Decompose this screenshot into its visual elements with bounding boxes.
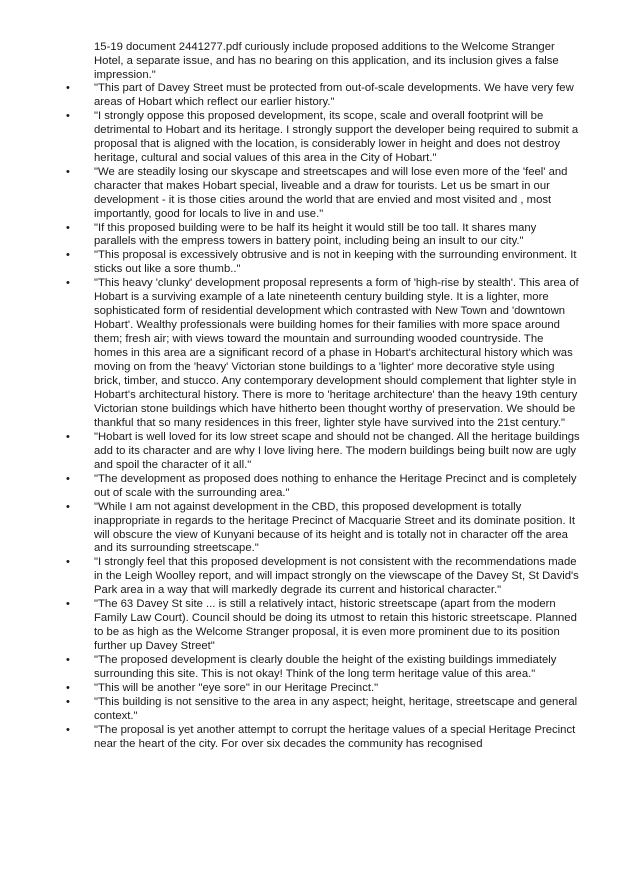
comment-text: "This building is not sensitive to the area in any aspect; height, heritage, streetscape and general context."	[94, 695, 578, 722]
bullet-icon: •	[66, 472, 70, 485]
comment-text: "We are steadily losing our skyscape and streetscapes and will lose even more of the 'feel' and character that makes Hobart special, liveable and a draw for tourists. Let us be smart in our development - it is those cities around the world that are envied and most visited and , most importantly, good for locals to live in and use."	[94, 165, 568, 220]
bullet-icon: •	[66, 654, 70, 667]
list-item	[66, 681, 580, 696]
list-item	[66, 221, 580, 250]
list-item	[66, 277, 580, 430]
submission-comments-list	[0, 82, 622, 752]
bullet-icon: •	[66, 723, 70, 736]
comment-text: "This heavy 'clunky' development proposal represents a form of 'high-rise by stealth'. This area of Hobart is a surviving example of a late nineteenth century building style. It is a lighter, more sophisticated form of residential development which contrasted with New Town and 'downtown Hobart'. Wealthy professionals were building homes for their families with more space around them; fresh air; with views toward the mountain and surrounding wooded countryside. The homes in this area are a significant record of a phase in Hobart's architectural history which was moving on from the 'heavy' Victorian stone buildings to a 'lighter' more decorative style using brick, timber, and stucco. Any contemporary development should complement that lighter style in Hobart's architectural history. There is more to 'heritage architecture' than the heavy 19th century Victorian stone buildings which have hitherto been thought worthy of preservation. We should be thankful that so many residences in this freer, lighter style have survived into the 21st century."	[94, 277, 579, 429]
comment-text: "The 63 Davey St site ... is still a relatively intact, historic streetscape (apart from the modern Family Law Court). Council should be doing its utmost to retain this historic streetscape. Planned to be as high as the Welcome Stranger proposal, it is even more prominent due to its position further up Davey Street"	[94, 598, 577, 653]
list-item	[66, 654, 580, 682]
comment-text: "Hobart is well loved for its low street scape and should not be changed. All the heritage buildings add to its character and are why I love living here. The modern buildings being built now are ugly and spoil the character of it all."	[94, 430, 580, 471]
list-item	[66, 109, 580, 166]
bullet-icon: •	[66, 165, 70, 178]
list-item	[66, 598, 580, 654]
comment-text: "This proposal is excessively obtrusive and is not in keeping with the surrounding environment. It sticks out like a sore thumb.."	[94, 249, 577, 276]
bullet-icon: •	[66, 695, 70, 708]
bullet-icon: •	[66, 249, 70, 262]
list-item	[66, 723, 580, 752]
list-item	[66, 695, 580, 724]
comment-text: "This part of Davey Street must be protected from out-of-scale developments. We have very few areas of Hobart which reflect our earlier history."	[94, 82, 574, 108]
list-item	[66, 500, 580, 557]
list-item	[66, 249, 580, 277]
list-item	[66, 82, 580, 110]
comment-text: "While I am not against development in the CBD, this proposed development is totally inappropriate in regards to the heritage Precinct of Macquarie Street and its dominate position. It will obscure the view of Kunyani because of its height and is totally not in character off the area and its surrounding streetscape."	[94, 500, 576, 555]
comment-text: "I strongly feel that this proposed development is not consistent with the recommendations made in the Leigh Woolley report, and will impact strongly on the viewscape of the Davey St, St David's Park area in a way that will markedly degrade its current and historical character."	[94, 556, 579, 597]
bullet-icon: •	[66, 681, 70, 694]
bullet-icon: •	[66, 221, 70, 234]
list-item	[66, 472, 580, 501]
bullet-icon: •	[66, 277, 70, 290]
comment-text: "I strongly oppose this proposed development, its scope, scale and overall footprint will be detrimental to Hobart and its heritage. I strongly support the developer being required to submit a proposal that is aligned with the location, is considerably lower in height and does not destroy heritage, cultural and social values of this area in the City of Hobart."	[94, 109, 579, 164]
bullet-icon: •	[66, 430, 70, 443]
bullet-icon: •	[66, 556, 70, 569]
bullet-icon: •	[66, 109, 70, 122]
list-item	[66, 165, 580, 222]
comment-text: "The proposal is yet another attempt to corrupt the heritage values of a special Heritage Precinct near the heart of the city. For over six decades the community has recognised	[94, 723, 576, 750]
comment-text: "If this proposed building were to be half its height it would still be too tall. It shares many parallels with the empress towers in battery point, including being an insult to our city."	[94, 221, 537, 248]
list-item	[66, 430, 580, 473]
lead-paragraph: 15-19 document 2441277.pdf curiously include proposed additions to the Welcome Stranger Hotel, a separate issue, and has no bearing on this application, and its inclusion gives a false impression."	[94, 41, 559, 81]
comment-text: "The development as proposed does nothing to enhance the Heritage Precinct and is completely out of scale with the surrounding area."	[94, 472, 577, 499]
bullet-icon: •	[66, 598, 70, 611]
list-item	[66, 556, 580, 598]
comment-text: "This will be another "eye sore" in our Heritage Precinct."	[94, 681, 379, 694]
bullet-icon: •	[66, 500, 70, 513]
comment-text: "The proposed development is clearly double the height of the existing buildings immediately surrounding this site. This is not okay! Think of the long term heritage value of this area."	[94, 654, 557, 681]
bullet-icon: •	[66, 82, 70, 94]
